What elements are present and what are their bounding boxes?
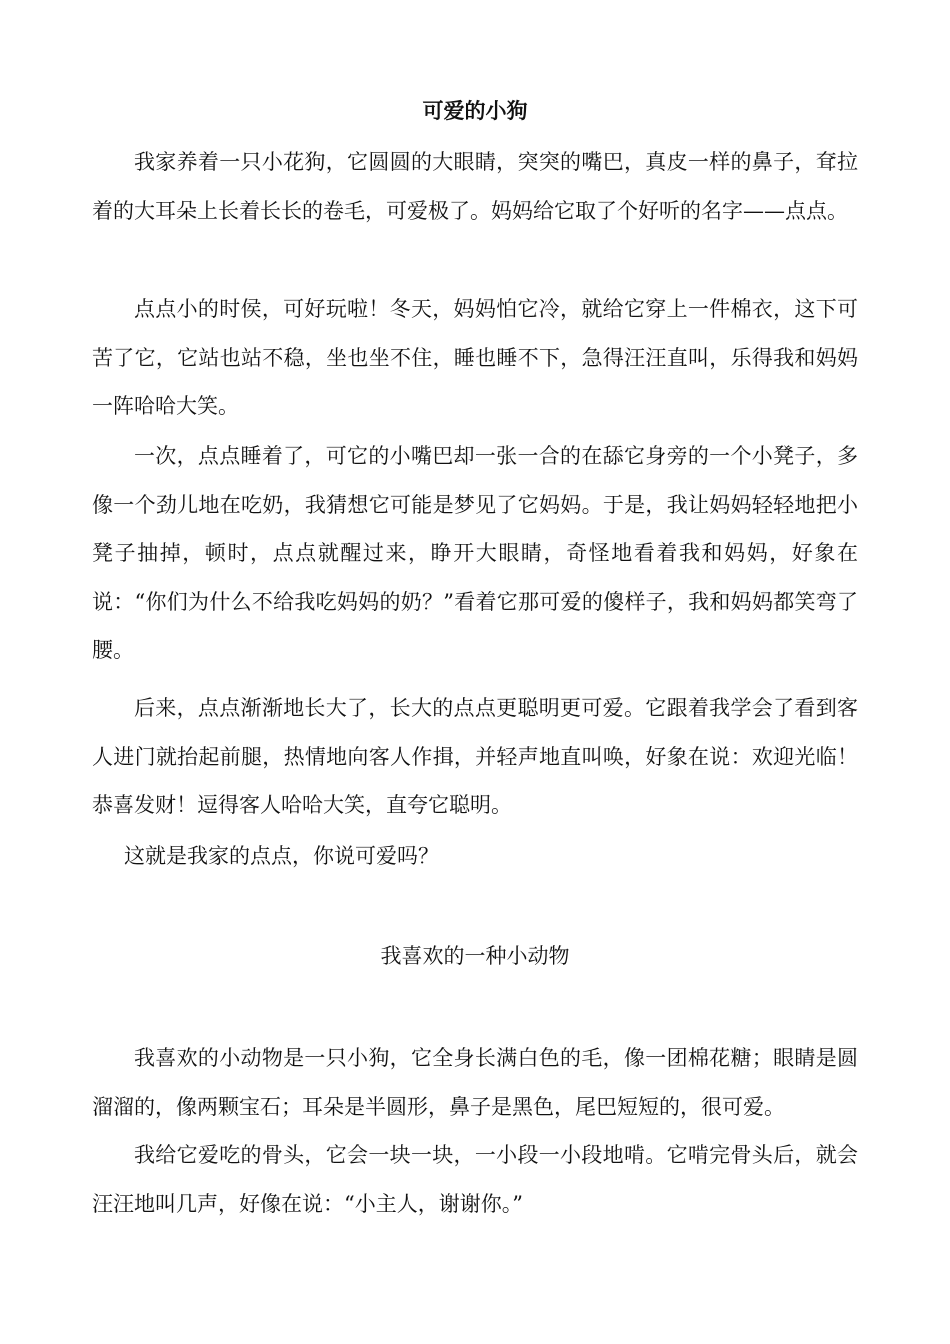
- essay-2-title: 我喜欢的一种小动物: [380, 944, 570, 968]
- essay-2-paragraph-2: 我给它爱吃的骨头，它会一块一块，一小段一小段地啃。它啃完骨头后，就会汪汪地叫几声，好像在说：“小主人，谢谢你。”: [92, 1143, 858, 1216]
- essay-1-paragraph-3: 一次，点点睡着了，可它的小嘴巴却一张一合的在舔它身旁的一个小凳子，多像一个劲儿地在吃奶，我猜想它可能是梦见了它妈妈。于是，我让妈妈轻轻地把小凳子抽掉，顿时，点点就醒过来，睁开大眼睛，奇怪地看着我和妈妈，好象在说：“你们为什么不给我吃妈妈的奶？”看着它那可爱的傻样子，我和妈妈都笑弯了腰。: [92, 444, 858, 662]
- essay-1-title: 可爱的小狗: [422, 99, 528, 123]
- essay-1-paragraph-1: 我家养着一只小花狗，它圆圆的大眼睛，突突的嘴巴，真皮一样的鼻子，耷拉着的大耳朵上长着长长的卷毛，可爱极了。妈妈给它取了个好听的名字——点点。: [92, 150, 858, 223]
- essay-1-paragraph-5: 这就是我家的点点，你说可爱吗？: [124, 844, 439, 868]
- essay-1-paragraph-2: 点点小的时侯，可好玩啦！冬天，妈妈怕它冷，就给它穿上一件棉衣，这下可苦了它，它站也站不稳，坐也坐不住，睡也睡不下，急得汪汪直叫，乐得我和妈妈一阵哈哈大笑。: [92, 297, 858, 418]
- essay-1-paragraph-4: 后来，点点渐渐地长大了，长大的点点更聪明更可爱。它跟着我学会了看到客人进门就抬起前腿，热情地向客人作揖，并轻声地直叫唤，好象在说：欢迎光临！恭喜发财！逗得客人哈哈大笑，直夸它聪明。: [92, 696, 858, 817]
- essay-2-paragraph-1: 我喜欢的小动物是一只小狗，它全身长满白色的毛，像一团棉花糖；眼睛是圆溜溜的，像两颗宝石；耳朵是半圆形，鼻子是黑色，尾巴短短的，很可爱。: [92, 1046, 858, 1119]
